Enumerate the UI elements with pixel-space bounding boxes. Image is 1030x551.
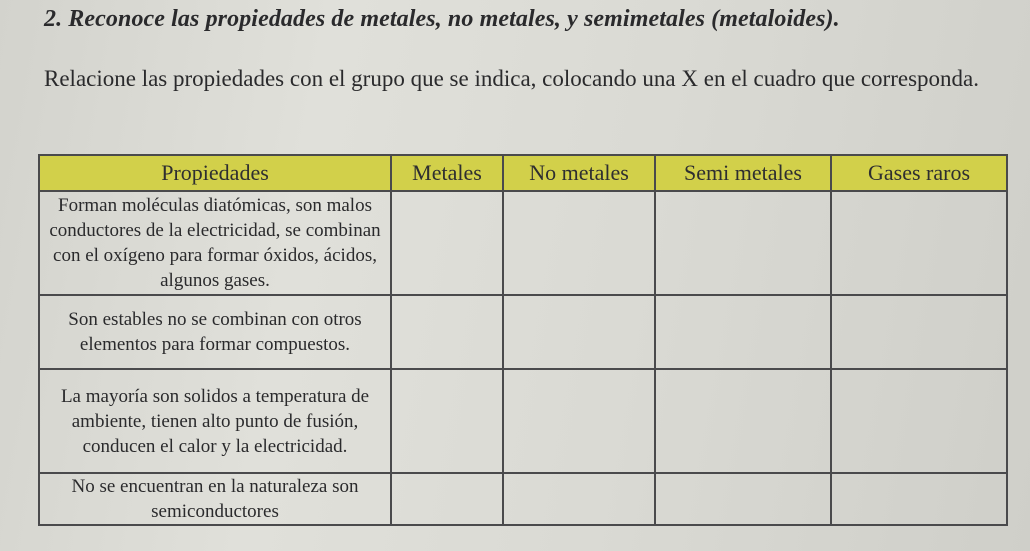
answer-cell-semimetals[interactable]	[655, 473, 831, 525]
header-semimetals: Semi metales	[655, 155, 831, 191]
table-header-row	[39, 155, 1007, 191]
property-text: Forman moléculas diatómicas, son malos conductores de la electricidad, se combinan con el oxígeno para formar óxidos, ácidos, algunos gases.	[39, 191, 391, 295]
table-row	[39, 295, 1007, 369]
answer-cell-metals[interactable]	[391, 295, 503, 369]
answer-cell-semimetals[interactable]	[655, 369, 831, 473]
property-text: La mayoría son solidos a temperatura de ambiente, tienen alto punto de fusión, conducen el calor y la electricidad.	[39, 369, 391, 473]
table-row	[39, 473, 1007, 525]
table-row	[39, 369, 1007, 473]
table-row	[39, 191, 1007, 295]
answer-cell-metals[interactable]	[391, 369, 503, 473]
answer-cell-metals[interactable]	[391, 191, 503, 295]
answer-cell-nonmetals[interactable]	[503, 473, 655, 525]
exercise-heading: 2. Reconoce las propiedades de metales, no metales, y semimetales (metaloides).	[44, 6, 840, 32]
answer-cell-noble-gases[interactable]	[831, 295, 1007, 369]
answer-cell-semimetals[interactable]	[655, 191, 831, 295]
header-metals: Metales	[391, 155, 503, 191]
answer-cell-noble-gases[interactable]	[831, 191, 1007, 295]
exercise-instructions: Relacione las propiedades con el grupo que se indica, colocando una X en el cuadro que corresponda.	[44, 66, 979, 91]
header-properties: Propiedades	[39, 155, 391, 191]
property-text: No se encuentran en la naturaleza son semiconductores	[39, 473, 391, 525]
answer-cell-noble-gases[interactable]	[831, 369, 1007, 473]
properties-table	[38, 154, 1008, 526]
answer-cell-nonmetals[interactable]	[503, 369, 655, 473]
answer-cell-semimetals[interactable]	[655, 295, 831, 369]
property-text: Son estables no se combinan con otros elementos para formar compuestos.	[39, 295, 391, 369]
header-noble-gases: Gases raros	[831, 155, 1007, 191]
answer-cell-nonmetals[interactable]	[503, 191, 655, 295]
answer-cell-noble-gases[interactable]	[831, 473, 1007, 525]
answer-cell-metals[interactable]	[391, 473, 503, 525]
answer-cell-nonmetals[interactable]	[503, 295, 655, 369]
header-nonmetals: No metales	[503, 155, 655, 191]
